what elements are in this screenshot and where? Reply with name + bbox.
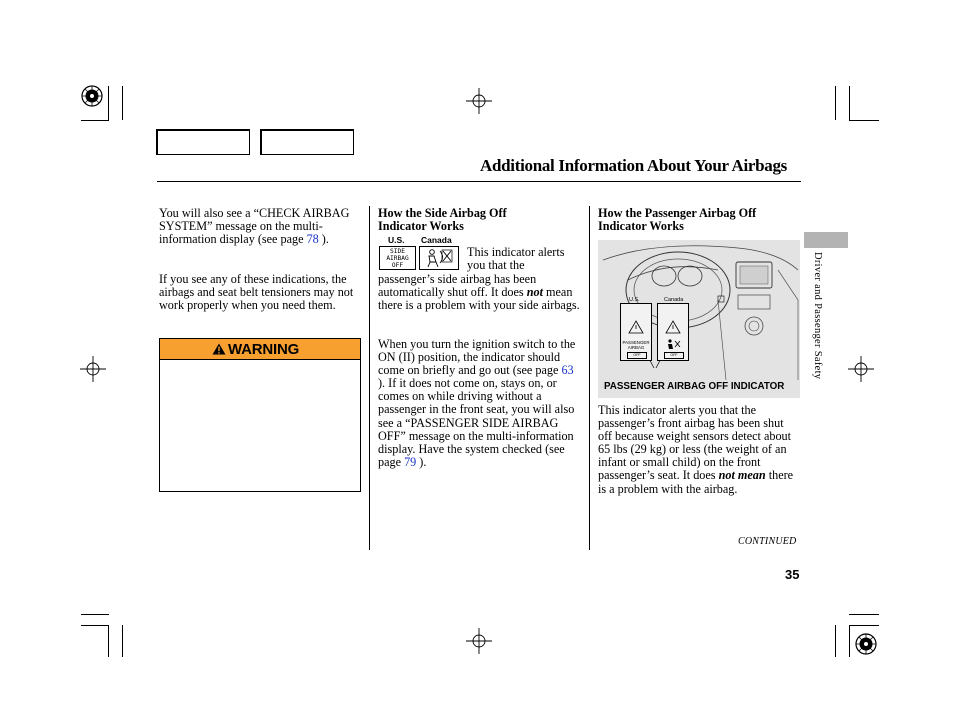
col3-paragraph-1: This indicator alerts you that the passenger’s front airbag has been shut off because weight sensors detect about 65 lbs (29 kg) or less (the weight of an infant or small child) on the front passenger’s seat. It does not mean there is a problem with the airbag. (598, 403, 794, 496)
label-us: U.S. (388, 235, 405, 245)
col2-paragraph-1-lead: This indicator alerts you that the (467, 245, 565, 273)
seated-passenger-airbag-off-icon (420, 247, 458, 269)
crosshair-left-middle (80, 356, 106, 382)
col1-paragraph-1: You will also see a “CHECK AIRBAG SYSTEM” message on the multi-information display (see page 78 ). (159, 206, 350, 247)
page-link-63[interactable]: 63 (561, 363, 574, 378)
figure-off-button-us: OFF (627, 352, 647, 359)
figure-label-us: U.S. (629, 297, 640, 303)
figure-indicator-panel-us (620, 303, 652, 361)
section-side-text: Driver and Passenger Safety (812, 252, 823, 380)
continued-label: CONTINUED (738, 536, 797, 547)
col1-paragraph-2: If you see any of these indications, the airbags and seat belt tensioners may not work properly when you need them. (159, 272, 354, 313)
nav-tab-button-index[interactable] (260, 129, 354, 155)
crosshair-bottom-center (466, 628, 492, 654)
label-canada: Canada (421, 235, 452, 245)
crosshair-right-middle (848, 356, 874, 382)
page-title: Additional Information About Your Airbags (480, 156, 787, 175)
figure-caption: PASSENGER AIRBAG OFF INDICATOR (604, 381, 785, 392)
col2-paragraph-1: passenger’s side airbag has been automatically shut off. It does not mean there is a problem with your side airbags. (378, 272, 580, 313)
column-divider-2 (589, 206, 590, 550)
page-link-79[interactable]: 79 (404, 454, 417, 469)
header-rule (157, 181, 801, 182)
nav-tab-button-main-menu[interactable] (156, 129, 250, 155)
column-divider-1 (369, 206, 370, 550)
side-airbag-off-indicator-canada (419, 246, 459, 270)
section-side-tab (804, 232, 848, 248)
passenger-airbag-figure (598, 240, 800, 398)
airbag-warning-icon (658, 318, 688, 338)
figure-panel-text-us: PASSENGER AIRBAG (622, 340, 650, 350)
figure-off-button-canada: OFF (664, 352, 684, 359)
crosshair-top-center (466, 88, 492, 114)
side-airbag-heading: How the Side Airbag Off Indicator Works (378, 206, 507, 233)
warning-header (160, 339, 360, 360)
warning-triangle-icon (212, 343, 226, 355)
figure-label-canada: Canada (664, 297, 684, 303)
registration-target-bottom-right (854, 632, 878, 656)
page-link-78[interactable]: 78 (306, 232, 319, 247)
side-airbag-off-indicator-us: SIDE AIRBAG OFF (379, 246, 416, 270)
col2-paragraph-2: When you turn the ignition switch to the ON (II) position, the indicator should come on briefly and go out (see page 63 ). If it does not come on, stays on, or comes on while driving without a passenger in the front seat, you will also see a “PASSENGER SIDE AIRBAG OFF” message on the multi-information display. Have the system checked (see page 79 ). (378, 337, 576, 469)
figure-indicator-panel-canada (657, 303, 689, 361)
passenger-airbag-heading: How the Passenger Airbag Off Indicator Works (598, 206, 757, 233)
page-number: 35 (785, 567, 800, 582)
airbag-warning-icon (621, 318, 651, 338)
warning-box (159, 338, 361, 492)
seated-passenger-airbag-off-icon (658, 338, 688, 352)
warning-label: WARNING (228, 340, 300, 358)
registration-target-top-left (80, 84, 104, 108)
